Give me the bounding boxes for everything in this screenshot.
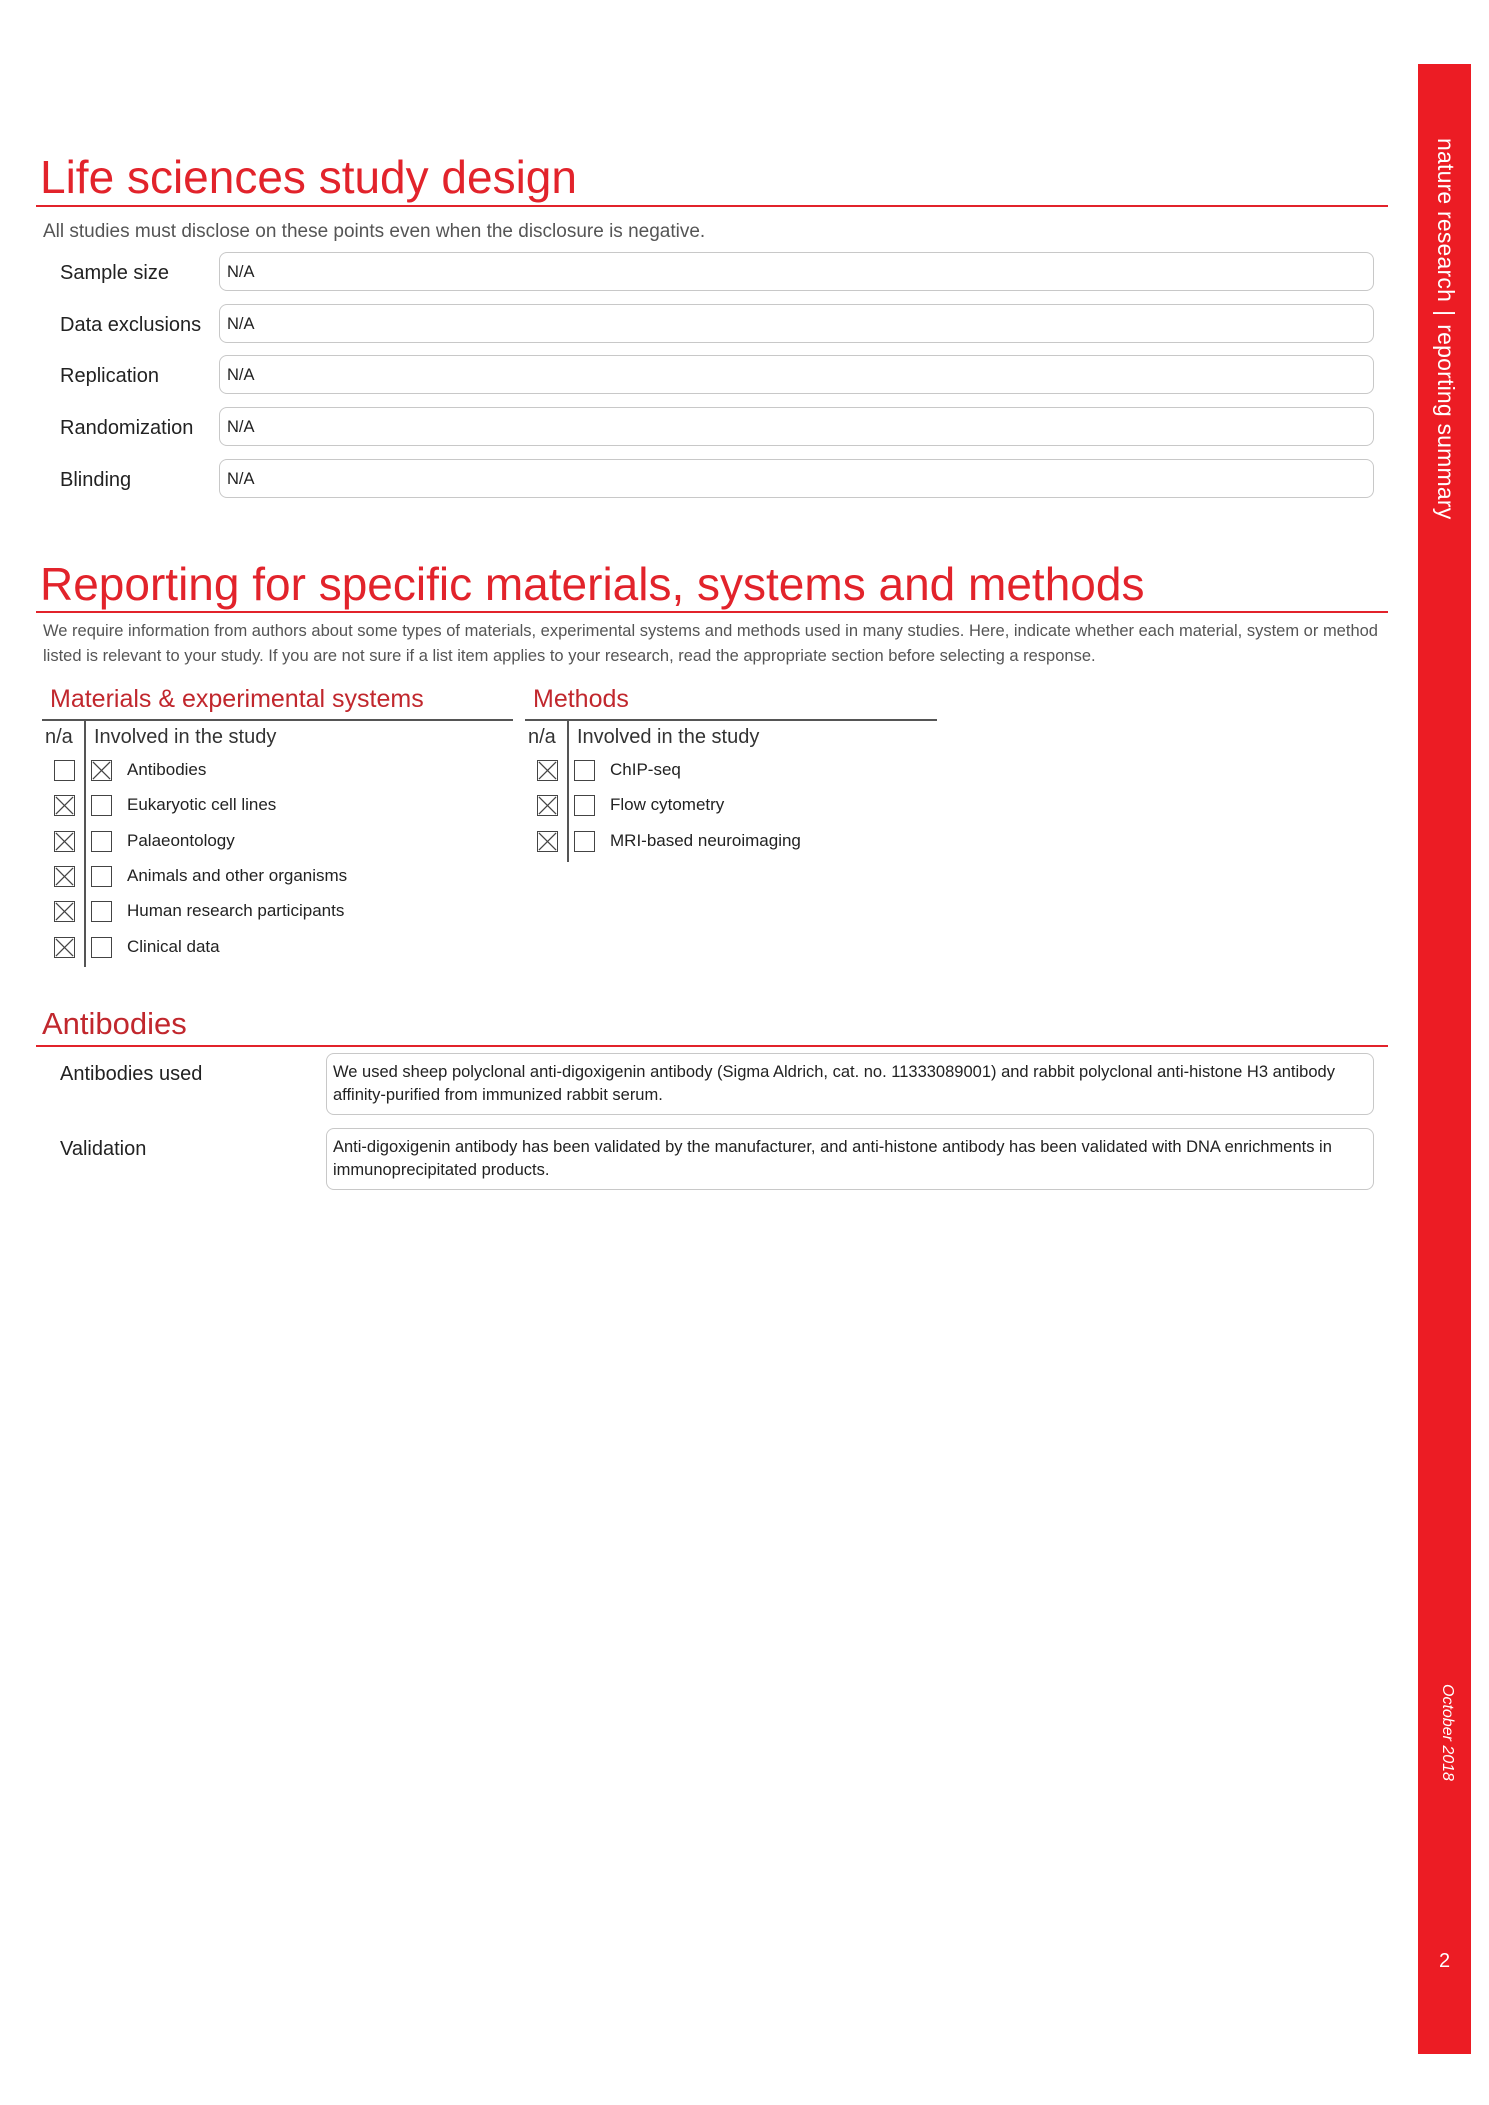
side-banner-title [1432,138,1459,519]
study-design-intro: All studies must disclose on these points even when the disclosure is negative. [43,221,706,242]
checkbox-cross-icon [55,902,74,921]
human-research-participants-na-checkbox[interactable] [54,901,75,922]
palaeontology-involved-checkbox[interactable] [91,831,112,852]
page-number: 2 [1438,1950,1451,1972]
materials-col-na: n/a [45,726,73,748]
data-exclusions-field[interactable]: N/A [219,304,1374,343]
blinding-label: Blinding [60,469,132,491]
materials-divider [84,721,86,967]
antibodies-used-label: Antibodies used [60,1063,203,1085]
data-exclusions-label: Data exclusions [60,314,202,336]
methods-heading: Methods [533,685,629,713]
antibodies-na-checkbox[interactable] [54,760,75,781]
flow-cytometry-na-checkbox[interactable] [537,795,558,816]
study-design-rule [36,205,1388,207]
sample-size-label: Sample size [60,262,169,284]
chip-seq-na-checkbox[interactable] [537,760,558,781]
mri-based-neuroimaging-na-checkbox[interactable] [537,831,558,852]
clinical-data-label: Clinical data [127,936,220,956]
eukaryotic-cell-lines-label: Eukaryotic cell lines [127,795,277,815]
palaeontology-label: Palaeontology [127,830,235,850]
randomization-field[interactable]: N/A [219,407,1374,446]
replication-label: Replication [60,365,159,387]
antibodies-involved-checkbox[interactable] [91,760,112,781]
sample-size-field[interactable]: N/A [219,252,1374,291]
checkbox-cross-icon [55,867,74,886]
checkbox-cross-icon [92,761,111,780]
checkbox-cross-icon [538,761,557,780]
chip-seq-involved-checkbox[interactable] [574,760,595,781]
version-date: October 2018 [1439,1684,1456,1781]
clinical-data-na-checkbox[interactable] [54,937,75,958]
animals-and-other-organisms-na-checkbox[interactable] [54,866,75,887]
methods-col-na: n/a [528,726,556,748]
palaeontology-na-checkbox[interactable] [54,831,75,852]
checkbox-cross-icon [538,796,557,815]
mri-based-neuroimaging-involved-checkbox[interactable] [574,831,595,852]
methods-divider [567,721,569,862]
antibodies-rule [36,1045,1388,1047]
methods-rule [525,719,937,721]
flow-cytometry-label: Flow cytometry [610,795,725,815]
blinding-field[interactable]: N/A [219,459,1374,498]
eukaryotic-cell-lines-involved-checkbox[interactable] [91,795,112,816]
reporting-heading: Reporting for specific materials, systems and methods [40,558,1145,610]
chip-seq-label: ChIP-seq [610,760,681,779]
mri-based-neuroimaging-label: MRI-based neuroimaging [610,830,801,850]
animals-and-other-organisms-label: Animals and other organisms [127,865,348,885]
randomization-label: Randomization [60,417,194,439]
antibodies-heading: Antibodies [42,1006,187,1041]
materials-col-involved: Involved in the study [94,726,277,748]
checkbox-cross-icon [538,832,557,851]
title-separator: | [1432,310,1459,317]
validation-field[interactable]: Anti-digoxigenin antibody has been validated by the manufacturer, and anti-histone antibody has been validated with DNA enrichments in immunoprecipitated products. [326,1128,1374,1190]
antibodies-label: Antibodies [127,760,207,779]
side-banner [1418,64,1471,2054]
materials-heading: Materials & experimental systems [50,685,424,713]
study-design-heading: Life sciences study design [40,151,577,203]
document-type: reporting summary [1432,324,1459,520]
checkbox-cross-icon [55,832,74,851]
materials-rule [42,719,513,721]
methods-col-involved: Involved in the study [577,726,760,748]
human-research-participants-label: Human research participants [127,901,345,921]
checkbox-cross-icon [55,938,74,957]
validation-label: Validation [60,1138,147,1160]
flow-cytometry-involved-checkbox[interactable] [574,795,595,816]
journal-name: nature research [1432,138,1459,303]
clinical-data-involved-checkbox[interactable] [91,937,112,958]
reporting-intro: We require information from authors about some types of materials, experimental systems and methods used in many studies. Here, indicate whether each material, system or method listed is relevant to your study. If you are not sure if a list item applies to your research, read the appropriate section before selecting a response. [43,622,1378,665]
eukaryotic-cell-lines-na-checkbox[interactable] [54,795,75,816]
human-research-participants-involved-checkbox[interactable] [91,901,112,922]
checkbox-cross-icon [55,796,74,815]
reporting-rule [36,611,1388,613]
replication-field[interactable]: N/A [219,355,1374,394]
animals-and-other-organisms-involved-checkbox[interactable] [91,866,112,887]
antibodies-used-field[interactable]: We used sheep polyclonal anti-digoxigenin antibody (Sigma Aldrich, cat. no. 11333089001) and rabbit polyclonal anti-histone H3 antibody affinity-purified from immunized rabbit serum. [326,1053,1374,1115]
